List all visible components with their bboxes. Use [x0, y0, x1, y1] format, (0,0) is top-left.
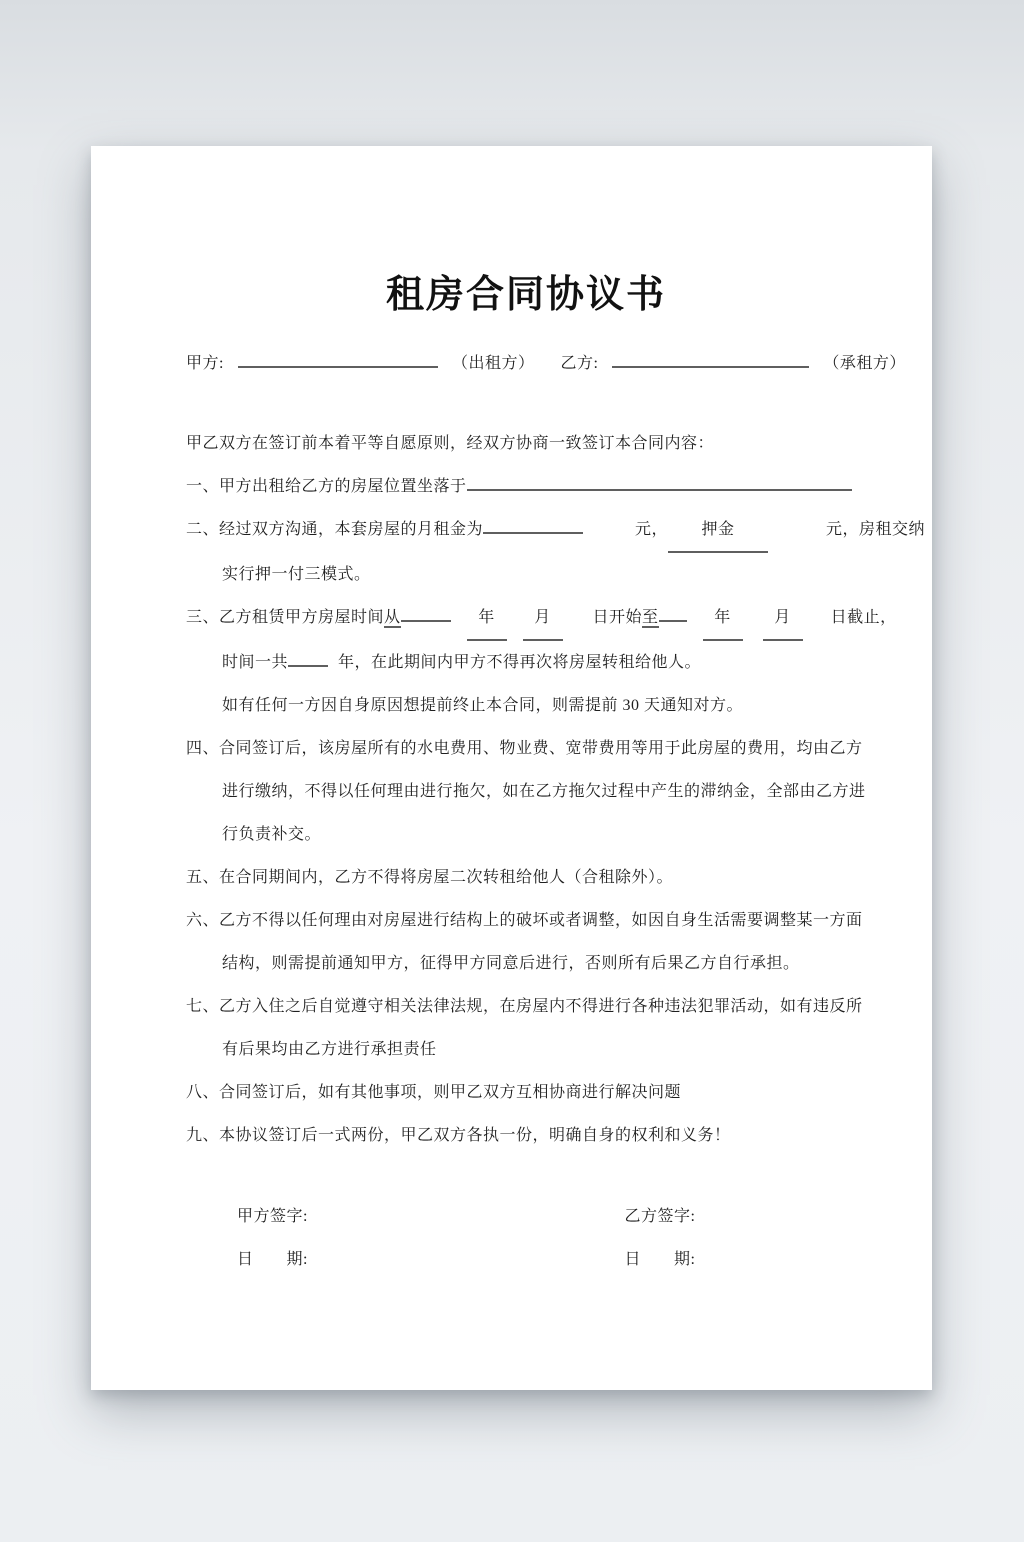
underlined-text: 年 [467, 596, 507, 641]
text-segment: （出租方） [451, 355, 535, 372]
underlined-text: 月 [763, 596, 803, 641]
party-b-date-label: 日 期: [624, 1251, 696, 1268]
contract-body [186, 422, 926, 1157]
text-segment: 九、本协议签订后一式两份，甲乙双方各执一份，明确自身的权利和义务！ [186, 1127, 731, 1144]
underlined-text: 从 [384, 609, 401, 626]
contract-line [186, 422, 866, 465]
contract-page [91, 146, 932, 1390]
contract-line [186, 856, 866, 899]
text-segment: 七、乙方入住之后自觉遵守相关法律法规，在房屋内不得进行各种违法犯罪活动，如有违反所 [186, 998, 863, 1015]
underlined-text: 押金 [668, 508, 768, 553]
contract-line [222, 1028, 866, 1071]
text-segment: 乙方: [560, 355, 599, 372]
text-segment: 实行押一付三模式。 [222, 566, 371, 583]
text-segment: 甲乙双方在签订前本着平等自愿原则，经双方协商一致签订本合同内容： [186, 435, 715, 452]
text-segment: 六、乙方不得以任何理由对房屋进行结构上的破坏或者调整，如因自身生活需要调整某一方面 [186, 912, 863, 929]
blank-field [612, 366, 809, 368]
party-a-date-label: 日 期: [237, 1251, 308, 1268]
contract-line [222, 813, 866, 856]
text-segment: 二、经过双方沟通，本套房屋的月租金为 [186, 521, 484, 538]
contract-line [222, 553, 866, 596]
date-row [186, 1238, 866, 1281]
text-segment: 行负责补交。 [222, 826, 322, 843]
text-segment: 进行缴纳，不得以任何理由进行拖欠，如在乙方拖欠过程中产生的滞纳金，全部由乙方进 [222, 783, 866, 800]
signature-block [186, 1195, 866, 1281]
text-segment: 四、合同签订后，该房屋所有的水电费用、物业费、宽带费用等用于此房屋的费用，均由乙方 [186, 740, 863, 757]
text-segment: 一、甲方出租给乙方的房屋位置坐落于 [186, 478, 467, 495]
contract-line [186, 1114, 866, 1157]
blank-field [401, 620, 451, 622]
blank-field [467, 489, 852, 491]
text-segment: 日截止， [830, 609, 897, 626]
underlined-text: 月 [523, 596, 563, 641]
contract-line [222, 641, 866, 684]
text-segment: 如有任何一方因自身原因想提前终止本合同，则需提前 30 天通知对方。 [222, 697, 744, 714]
contract-line [186, 465, 866, 508]
underlined-text: 年 [703, 596, 743, 641]
text-segment: 元，房租交纳 [826, 521, 926, 538]
party-b-signature-label: 乙方签字: [624, 1208, 696, 1225]
text-segment: 日开始 [592, 609, 643, 626]
contract-line [186, 1071, 866, 1114]
contract-line [186, 985, 866, 1028]
contract-line [222, 942, 866, 985]
text-segment: 时间一共 [222, 654, 289, 671]
text-segment: 元， [635, 521, 669, 538]
text-segment: 甲方: [186, 355, 224, 372]
contract-line [186, 899, 866, 942]
text-segment: 年，在此期间内甲方不得再次将房屋转租给他人。 [338, 654, 702, 671]
blank-field [288, 665, 328, 667]
contract-line [186, 596, 897, 641]
text-segment: 八、合同签订后，如有其他事项，则甲乙双方互相协商进行解决问题 [186, 1084, 682, 1101]
party-a-signature-label: 甲方签字: [237, 1208, 308, 1225]
contract-line [222, 770, 866, 813]
text-segment: 结构，则需提前通知甲方，征得甲方同意后进行，否则所有后果乙方自行承担。 [222, 955, 800, 972]
text-segment: 五、在合同期间内，乙方不得将房屋二次转租给他人（合租除外）。 [186, 869, 674, 886]
blank-field [483, 532, 583, 534]
text-segment: （承租方） [823, 355, 906, 372]
contract-line [186, 727, 866, 770]
underlined-text: 至 [642, 609, 659, 626]
signature-row [186, 1195, 866, 1238]
blank-field [238, 366, 438, 368]
blank-field [659, 620, 687, 622]
contract-line [186, 508, 926, 553]
party-row [186, 342, 906, 385]
text-segment: 有后果均由乙方进行承担责任 [222, 1041, 437, 1058]
contract-line [222, 684, 866, 727]
text-segment: 三、乙方租赁甲方房屋时间 [186, 609, 385, 626]
document-title: 租房合同协议书 [385, 274, 666, 316]
